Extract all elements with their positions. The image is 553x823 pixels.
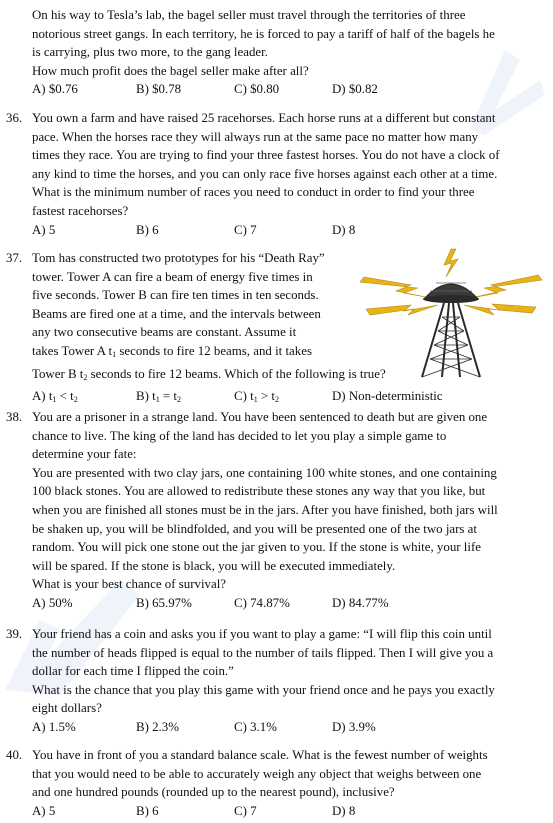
question-line: be shaken up, you will be blindfolded, and you will be presented one of the two jars at <box>32 521 477 536</box>
option-d: D) Non-deterministic <box>332 389 443 404</box>
option-c: C) 7 <box>234 222 257 237</box>
option-a: A) 5 <box>32 803 56 818</box>
answer-options <box>32 802 543 821</box>
option-b: B) 2.3% <box>136 719 179 734</box>
answer-options <box>32 221 543 240</box>
question-line: pace. When the horses race they will always run at the same pace no matter how many <box>32 129 479 144</box>
answer-options <box>32 594 543 613</box>
option-a: A) $0.76 <box>32 82 78 97</box>
option-a: A) 50% <box>32 595 73 610</box>
question-line: Tower B $t_2$ seconds to fire 12 beams. Which of the following is true? <box>32 366 386 382</box>
option-b: B) 6 <box>136 222 159 237</box>
option-d: D) 8 <box>332 803 356 818</box>
question-line: when you are finished all stones must be in the jars. After you have finished, both jars will <box>32 502 498 517</box>
question-40 <box>6 746 543 820</box>
option-b: B) 65.97% <box>136 595 192 610</box>
question-number: 39. <box>6 627 23 641</box>
question-line: What is the chance that you play this game with your friend once and he pays you exactly <box>32 682 495 697</box>
question-number: 37. <box>6 251 23 265</box>
question-line: On his way to Tesla’s lab, the bagel seller must travel through the territories of three <box>32 8 466 22</box>
question-line: You own a farm and have raised 25 racehorses. Each horse runs at a different but constant <box>32 111 496 125</box>
option-d: D) $0.82 <box>332 82 378 97</box>
question-line: Your friend has a coin and asks you if you want to play a game: “I will flip this coin until <box>32 627 492 641</box>
question-38 <box>6 408 543 613</box>
question-line: random. You will pick one stone out the jar given to you. If the stone is white, your life <box>32 540 481 555</box>
lightning-bolt-icon <box>366 305 438 315</box>
question-line: times they race. You are trying to find your three fastest horses. You do not have a clock of <box>32 148 500 163</box>
question-line: is carrying, plus two more, to the gang leader. <box>32 45 268 60</box>
option-c: C) 3.1% <box>234 719 277 734</box>
question-line: fastest racehorses? <box>32 203 129 218</box>
option-b: B) $0.78 <box>136 82 182 97</box>
option-b: B) $t_1 = t_2$ <box>136 389 181 405</box>
question-line: You are a prisoner in a strange land. You have been sentenced to death but are given one <box>32 410 488 424</box>
question-line: any two consecutive beams are constant. Assume it <box>32 325 297 340</box>
question-line: You have in front of you a standard balance scale. What is the fewest number of weights <box>32 748 488 762</box>
option-a: A) $t_1 < t_2$ <box>32 389 78 405</box>
question-line: tower. Tower A can fire a beam of energy five times in <box>32 269 313 284</box>
question-line: that you would need to be able to accurately weigh any object that weighs between one <box>32 766 482 781</box>
question-line: any kind to time the horses, and you can only race five horses against each other at a time. <box>32 166 498 181</box>
question-line: What is the minimum number of races you need to conduct in order to find your three <box>32 185 475 200</box>
question-line: will be spared. If the stone is black, you will be executed immediately. <box>32 558 396 573</box>
question-number: 36. <box>6 111 23 125</box>
question-line: 100 black stones. You are allowed to redistribute these stones any way that you like, but <box>32 484 486 499</box>
lightning-bolt-icon <box>360 277 436 299</box>
question-line: takes Tower A $t_1$ seconds to fire 12 beams, and it takes <box>32 343 312 359</box>
option-b: B) 6 <box>136 803 159 818</box>
option-a: A) 5 <box>32 222 56 237</box>
option-d: D) 3.9% <box>332 719 376 734</box>
option-a: A) 1.5% <box>32 719 76 734</box>
question-line: the number of heads flipped is equal to the number of tails flipped. Then I will give you a <box>32 645 494 660</box>
question-line: You are presented with two clay jars, one containing 100 white stones, and one containing <box>32 465 497 480</box>
lightning-bolt-icon <box>464 304 536 315</box>
question-39 <box>6 625 543 737</box>
question-line: chance to live. The king of the land has decided to let you play a simple game to <box>32 428 447 443</box>
lightning-bolt-icon <box>466 275 542 299</box>
tower-frame <box>422 303 480 377</box>
lightning-bolt-icon <box>444 249 458 277</box>
option-c: C) $0.80 <box>234 82 280 97</box>
option-c: C) 74.87% <box>234 595 290 610</box>
answer-options <box>32 80 543 99</box>
question-line: eight dollars? <box>32 701 102 716</box>
answer-options <box>32 718 543 737</box>
option-d: D) 8 <box>332 222 356 237</box>
question-36 <box>6 109 543 239</box>
question-number: 38. <box>6 410 23 424</box>
question-line: five seconds. Tower B can fire ten times in ten seconds. <box>32 288 319 303</box>
answer-options <box>32 387 543 410</box>
question-line: How much profit does the bagel seller make after all? <box>32 63 309 78</box>
intro-question <box>32 6 543 99</box>
question-line: Tom has constructed two prototypes for his “Death Ray” <box>32 251 325 265</box>
question-number: 40. <box>6 748 23 762</box>
question-line: dollar for each time I flipped the coin.” <box>32 664 234 679</box>
option-c: C) 7 <box>234 803 257 818</box>
question-line: determine your fate: <box>32 447 137 462</box>
question-line: Beams are fired one at a time, and the intervals between <box>32 306 321 321</box>
option-c: C) $t_1 > t_2$ <box>234 389 279 405</box>
question-line: notorious street gangs. In each territory, he is forced to pay a tariff of half of the bagels he <box>32 26 495 41</box>
death-ray-tower-illustration <box>356 247 546 379</box>
question-line: What is your best chance of survival? <box>32 577 227 592</box>
option-d: D) 84.77% <box>332 595 389 610</box>
question-line: and one hundred pounds (rounded up to the nearest pound), inclusive? <box>32 785 395 800</box>
